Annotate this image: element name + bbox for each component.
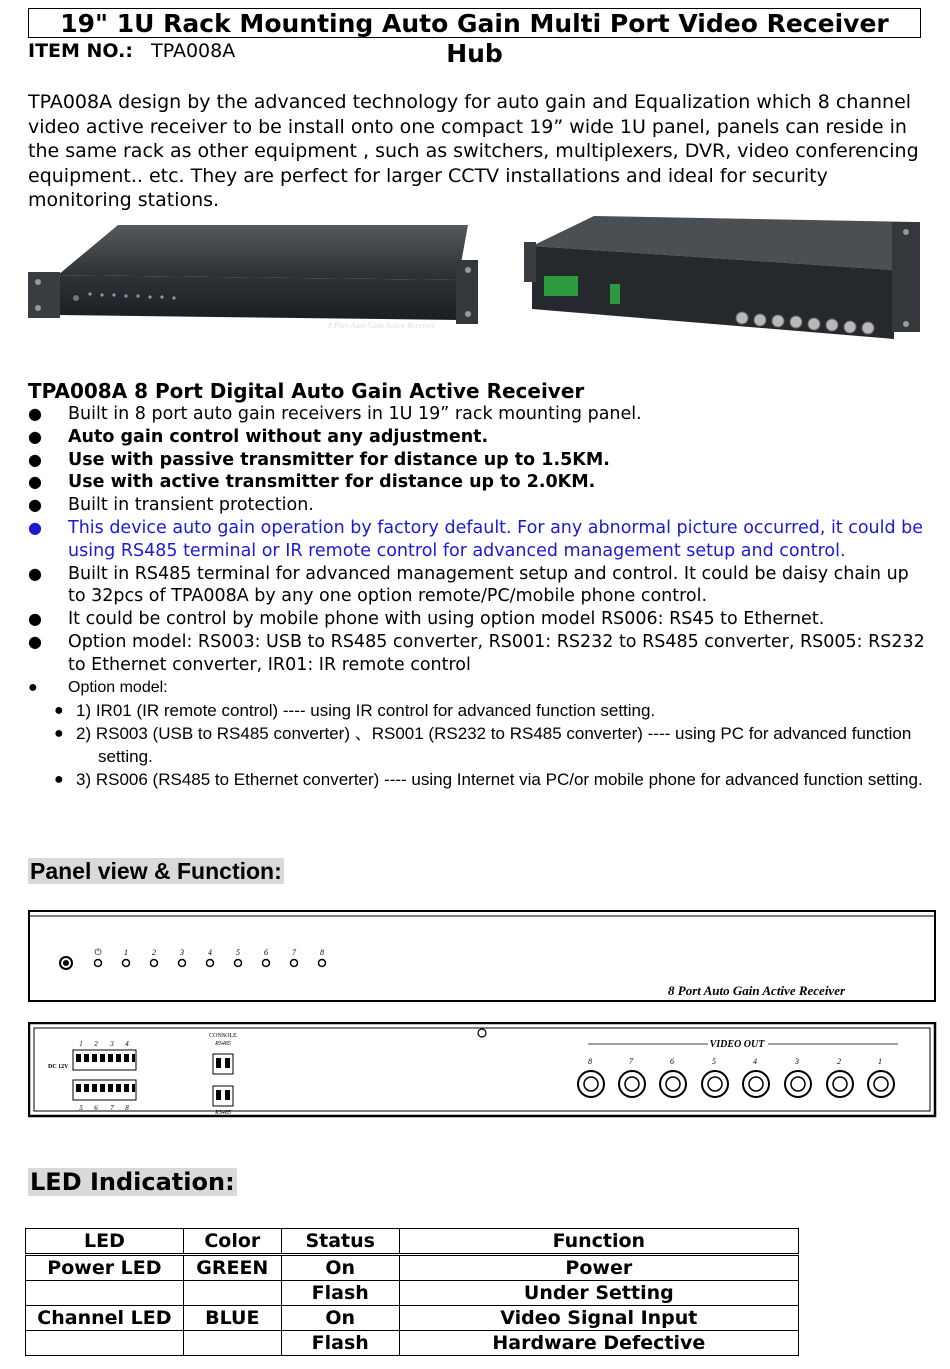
feature-item: ● Option model:	[28, 677, 928, 700]
column-header: LED	[26, 1229, 184, 1255]
table-cell: Power	[399, 1255, 798, 1281]
table-cell: Under Setting	[399, 1281, 798, 1306]
rear-panel-drawing	[28, 1022, 938, 1120]
table-row	[26, 1281, 799, 1306]
intro-paragraph: TPA008A design by the advanced technology for auto gain and Equalization which 8 channel video active receiver to be install onto one compact 19” wide 1U panel, panels can reside in the same rack as other equipment , such as switchers, multiplexers, DVR, video conferencing equipment.. etc. They are perfect for larger CCTV installations and ideal for security monitoring stations.	[28, 91, 919, 211]
front-led-number: 2	[152, 948, 156, 957]
feature-item: ● Auto gain control without any adjustment.	[28, 426, 928, 449]
item-label: ITEM NO.:	[28, 40, 133, 62]
feature-item: ● Built in RS485 terminal for advanced management setup and control. It could be daisy chain up to 32pcs of TPA008A by any one option remote/PC/mobile phone control.	[28, 563, 928, 609]
led-table	[25, 1228, 799, 1356]
led-heading-text: LED Indication:	[30, 1168, 235, 1196]
table-cell	[183, 1331, 281, 1356]
table-cell: Flash	[281, 1281, 399, 1306]
front-panel-label: 8 Port Auto Gain Active Receiver	[668, 983, 846, 998]
feature-item: ● This device auto gain operation by factory default. For any abnormal picture occurred, it could be using RS485 terminal or IR remote control for advanced management setup and control.	[28, 517, 928, 563]
front-led-number: 3	[180, 948, 184, 957]
panel-heading	[28, 858, 284, 885]
terminal-number: 3	[110, 1040, 114, 1048]
front-panel-drawing	[28, 910, 938, 1005]
port-number: 7	[629, 1057, 633, 1066]
table-cell: BLUE	[183, 1306, 281, 1331]
option-item: ● 2) RS003 (USB to RS485 converter) 、RS001 (RS232 to RS485 converter) ---- using PC for advanced function setting.	[76, 722, 928, 768]
front-led-number: 8	[320, 948, 324, 957]
feature-item: ● Built in 8 port auto gain receivers in 1U 19” rack mounting panel.	[28, 403, 928, 426]
front-led-number: 5	[236, 948, 240, 957]
table-row	[26, 1255, 799, 1281]
item-value: TPA008A	[151, 40, 236, 62]
terminal-number: 7	[110, 1104, 114, 1112]
table-cell	[26, 1281, 184, 1306]
table-cell: Hardware Defective	[399, 1331, 798, 1356]
table-cell: Video Signal Input	[399, 1306, 798, 1331]
table-row	[26, 1331, 799, 1356]
table-cell	[26, 1331, 184, 1356]
terminal-number: 8	[125, 1104, 129, 1112]
port-number: 6	[670, 1057, 674, 1066]
document-title: 19" 1U Rack Mounting Auto Gain Multi Port Video Receiver Hub	[28, 8, 921, 38]
port-number: 3	[795, 1057, 799, 1066]
port-number: 1	[878, 1057, 882, 1066]
table-cell: On	[281, 1306, 399, 1331]
port-number: 5	[712, 1057, 716, 1066]
column-header: Status	[281, 1229, 399, 1255]
terminal-number: 6	[94, 1104, 98, 1112]
option-item: ● 1) IR01 (IR remote control) ---- using IR control for advanced function setting.	[76, 699, 928, 722]
table-cell: On	[281, 1255, 399, 1281]
column-header: Color	[183, 1229, 281, 1255]
console-label: CONSOLE	[209, 1033, 237, 1039]
table-cell: Channel LED	[26, 1306, 184, 1331]
front-photo-label: 8 Port Auto Gain Active Receiver	[328, 321, 436, 330]
front-led-number: 6	[264, 948, 268, 957]
table-cell: Flash	[281, 1331, 399, 1356]
front-led-number: 1	[124, 948, 128, 957]
feature-item: ● Built in transient protection.	[28, 494, 928, 517]
led-heading	[28, 1168, 237, 1196]
table-cell: GREEN	[183, 1255, 281, 1281]
feature-item: ● It could be control by mobile phone with using option model RS006: RS45 to Ethernet.	[28, 608, 928, 631]
rear-photo	[524, 214, 926, 344]
features-heading: TPA008A 8 Port Digital Auto Gain Active Receiver	[28, 379, 585, 403]
feature-item: ● Use with passive transmitter for distance up to 1.5KM.	[28, 449, 928, 472]
features-list	[28, 403, 928, 791]
option-item: ● 3) RS006 (RS485 to Ethernet converter) ---- using Internet via PC/or mobile phone for advanced function setting.	[76, 768, 928, 791]
option-list	[28, 699, 928, 791]
front-photo	[28, 220, 480, 345]
options-container	[28, 699, 928, 791]
rs485-bottom-label: RS485	[215, 1110, 231, 1116]
terminal-number: 5	[79, 1104, 83, 1112]
video-out-label: VIDEO OUT	[709, 1039, 765, 1050]
column-header: Function	[399, 1229, 798, 1255]
feature-item: ● Option model: RS003: USB to RS485 converter, RS001: RS232 to RS485 converter, RS005: RS232 to Ethernet converter, IR01: IR remote control	[28, 631, 928, 677]
port-number: 4	[753, 1057, 757, 1066]
rs485-top-label: RS485	[215, 1041, 231, 1047]
terminal-number: 1	[79, 1040, 83, 1048]
item-number	[28, 40, 235, 62]
port-number: 8	[588, 1057, 592, 1066]
front-led-number: 7	[292, 948, 296, 957]
port-number: 2	[837, 1057, 841, 1066]
table-cell: Power LED	[26, 1255, 184, 1281]
dc-label: DC 12V	[48, 1064, 69, 1070]
front-led-number: 4	[208, 948, 212, 957]
power-symbol: ⏻	[94, 948, 102, 958]
terminal-number: 2	[94, 1040, 98, 1048]
table-cell	[183, 1281, 281, 1306]
table-header-row	[26, 1229, 799, 1255]
table-row	[26, 1306, 799, 1331]
panel-heading-text: Panel view & Function:	[30, 858, 282, 884]
terminal-number: 4	[125, 1040, 129, 1048]
feature-item: ● Use with active transmitter for distance up to 2.0KM.	[28, 471, 928, 494]
